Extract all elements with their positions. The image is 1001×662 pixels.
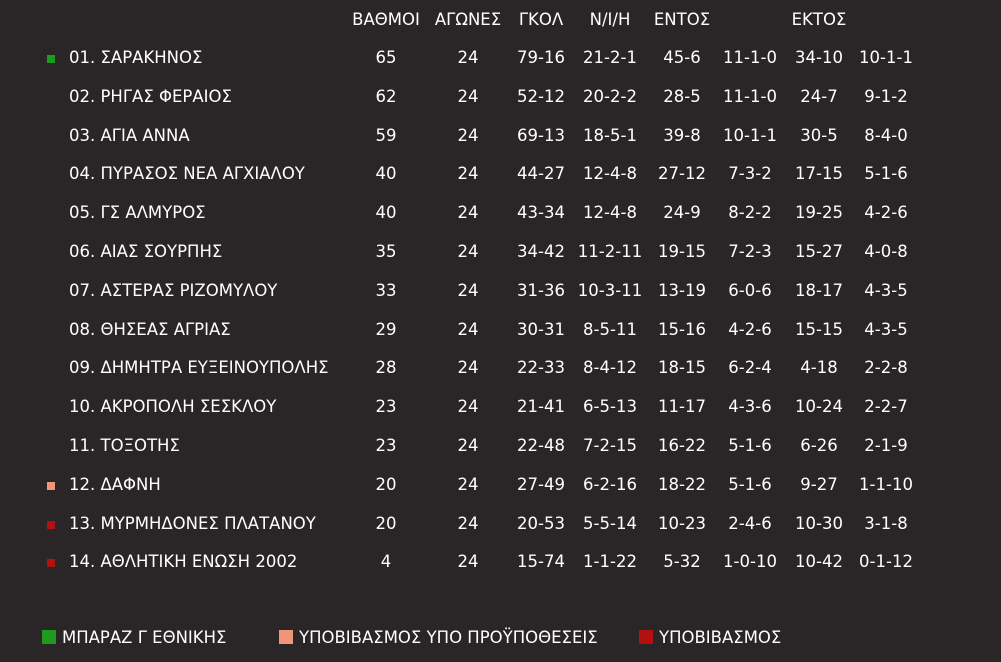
- cell-home-goals: 11-17: [658, 397, 706, 417]
- cell-away-goals: 10-24: [795, 397, 843, 417]
- cell-points: 20: [375, 474, 397, 494]
- cell-home-wdl: 2-4-6: [728, 513, 772, 533]
- cell-home-wdl: 6-0-6: [728, 280, 772, 300]
- cell-away-goals: 10-42: [795, 552, 843, 572]
- cell-home-wdl: 11-1-0: [723, 86, 777, 106]
- cell-wdl: 8-4-12: [583, 358, 637, 378]
- cell-away-wdl: 9-1-2: [864, 86, 908, 106]
- cell-goals: 15-74: [517, 552, 565, 572]
- team-name: 05. ΓΣ ΑΛΜΥΡΟΣ: [69, 203, 206, 223]
- cell-goals: 22-48: [517, 435, 565, 455]
- legend-label: ΥΠΟΒΙΒΑΣΜΟΣ ΥΠΟ ΠΡΟΫΠΟΘΕΣΕΙΣ: [299, 628, 598, 647]
- header-goals: ΓΚΟΛ: [518, 10, 564, 29]
- cell-games: 24: [457, 513, 479, 533]
- team-name: 03. ΑΓΙΑ ΑΝΝΑ: [69, 125, 190, 145]
- cell-wdl: 6-5-13: [583, 397, 637, 417]
- legend-swatch: [639, 630, 653, 644]
- legend-swatch: [279, 630, 293, 644]
- cell-home-goals: 27-12: [658, 164, 706, 184]
- table-row: [0, 312, 1001, 351]
- cell-wdl: 12-4-8: [583, 164, 637, 184]
- team-name: 04. ΠΥΡΑΣΟΣ ΝΕΑ ΑΓΧΙΑΛΟΥ: [69, 164, 305, 184]
- cell-games: 24: [457, 241, 479, 261]
- header-games: ΑΓΩΝΕΣ: [434, 10, 502, 29]
- cell-points: 20: [375, 513, 397, 533]
- cell-games: 24: [457, 280, 479, 300]
- cell-points: 28: [375, 358, 397, 378]
- legend-swatch: [42, 630, 56, 644]
- cell-home-goals: 24-9: [663, 203, 701, 223]
- cell-games: 24: [457, 48, 479, 67]
- cell-home-wdl: 7-3-2: [728, 164, 772, 184]
- cell-wdl: 7-2-15: [583, 435, 637, 455]
- cell-games: 24: [457, 164, 479, 184]
- status-marker: [47, 521, 55, 529]
- header-home: ΕΝΤΟΣ: [653, 10, 711, 29]
- table-row: [0, 273, 1001, 312]
- legend: [0, 628, 1001, 648]
- legend-item: [639, 628, 781, 647]
- cell-goals: 79-16: [517, 48, 565, 67]
- cell-goals: 43-34: [517, 203, 565, 223]
- cell-games: 24: [457, 435, 479, 455]
- legend-label: ΜΠΑΡΑΖ Γ ΕΘΝΙΚΗΣ: [62, 628, 227, 647]
- cell-goals: 44-27: [517, 164, 565, 184]
- cell-away-goals: 19-25: [795, 203, 843, 223]
- cell-goals: 30-31: [517, 319, 565, 339]
- team-name: 01. ΣΑΡΑΚΗΝΟΣ: [69, 48, 203, 67]
- cell-home-wdl: 4-2-6: [728, 319, 772, 339]
- cell-away-wdl: 3-1-8: [864, 513, 908, 533]
- cell-points: 40: [375, 164, 397, 184]
- cell-home-goals: 15-16: [658, 319, 706, 339]
- cell-goals: 31-36: [517, 280, 565, 300]
- cell-away-wdl: 2-2-8: [864, 358, 908, 378]
- cell-points: 4: [380, 552, 392, 572]
- cell-goals: 52-12: [517, 86, 565, 106]
- cell-games: 24: [457, 397, 479, 417]
- cell-goals: 27-49: [517, 474, 565, 494]
- cell-points: 40: [375, 203, 397, 223]
- team-name: 06. ΑΙΑΣ ΣΟΥΡΠΗΣ: [69, 241, 223, 261]
- cell-games: 24: [457, 319, 479, 339]
- cell-home-goals: 5-32: [663, 552, 701, 572]
- cell-wdl: 11-2-11: [577, 241, 643, 261]
- cell-home-wdl: 5-1-6: [728, 435, 772, 455]
- table-row: [0, 350, 1001, 389]
- legend-label: ΥΠΟΒΙΒΑΣΜΟΣ: [659, 628, 782, 647]
- cell-away-goals: 9-27: [800, 474, 838, 494]
- cell-home-goals: 19-15: [658, 241, 706, 261]
- table-row: [0, 428, 1001, 467]
- cell-home-goals: 39-8: [663, 125, 701, 145]
- cell-away-goals: 6-26: [800, 435, 838, 455]
- cell-goals: 69-13: [517, 125, 565, 145]
- cell-goals: 34-42: [517, 241, 565, 261]
- cell-wdl: 12-4-8: [583, 203, 637, 223]
- team-name: 14. ΑΘΛΗΤΙΚΗ ΕΝΩΣΗ 2002: [69, 552, 298, 572]
- cell-games: 24: [457, 125, 479, 145]
- cell-away-goals: 10-30: [795, 513, 843, 533]
- cell-points: 23: [375, 435, 397, 455]
- cell-away-wdl: 2-2-7: [864, 397, 908, 417]
- cell-wdl: 5-5-14: [583, 513, 637, 533]
- cell-away-wdl: 2-1-9: [864, 435, 908, 455]
- legend-item: [42, 628, 226, 647]
- cell-home-wdl: 4-3-6: [728, 397, 772, 417]
- header-away: ΕΚΤΟΣ: [791, 10, 847, 29]
- table-row: [0, 506, 1001, 545]
- cell-away-wdl: 4-3-5: [864, 280, 908, 300]
- cell-away-goals: 15-15: [795, 319, 843, 339]
- cell-wdl: 8-5-11: [583, 319, 637, 339]
- cell-games: 24: [457, 86, 479, 106]
- table-row: [0, 40, 1001, 79]
- cell-home-wdl: 5-1-6: [728, 474, 772, 494]
- team-name: 13. ΜΥΡΜΗΔΟΝΕΣ ΠΛΑΤΑΝΟΥ: [69, 513, 316, 533]
- table-row: [0, 195, 1001, 234]
- cell-home-goals: 13-19: [658, 280, 706, 300]
- cell-points: 23: [375, 397, 397, 417]
- table-row: [0, 118, 1001, 157]
- cell-away-wdl: 4-2-6: [864, 203, 908, 223]
- cell-home-goals: 45-6: [663, 48, 701, 67]
- cell-home-wdl: 1-0-10: [723, 552, 777, 572]
- team-name: 10. ΑΚΡΟΠΟΛΗ ΣΕΣΚΛΟΥ: [69, 397, 277, 417]
- cell-away-wdl: 4-0-8: [864, 241, 908, 261]
- table-row: [0, 234, 1001, 273]
- team-name: 09. ΔΗΜΗΤΡΑ ΕΥΞΕΙΝΟΥΠΟΛΗΣ: [69, 358, 329, 378]
- cell-home-wdl: 6-2-4: [728, 358, 772, 378]
- cell-home-goals: 18-15: [658, 358, 706, 378]
- cell-wdl: 6-2-16: [583, 474, 637, 494]
- cell-home-goals: 10-23: [658, 513, 706, 533]
- cell-wdl: 1-1-22: [583, 552, 637, 572]
- team-name: 02. ΡΗΓΑΣ ΦΕΡΑΙΟΣ: [69, 86, 232, 106]
- team-name: 07. ΑΣΤΕΡΑΣ ΡΙΖΟΜΥΛΟΥ: [69, 280, 278, 300]
- table-row: [0, 544, 1001, 583]
- legend-item: [279, 628, 598, 647]
- cell-games: 24: [457, 203, 479, 223]
- cell-home-wdl: 7-2-3: [728, 241, 772, 261]
- table-row: [0, 156, 1001, 195]
- cell-home-wdl: 10-1-1: [723, 125, 777, 145]
- cell-away-wdl: 8-4-0: [864, 125, 908, 145]
- cell-points: 62: [375, 86, 397, 106]
- team-name: 08. ΘΗΣΕΑΣ ΑΓΡΙΑΣ: [69, 319, 231, 339]
- cell-away-goals: 17-15: [795, 164, 843, 184]
- cell-home-wdl: 8-2-2: [728, 203, 772, 223]
- cell-goals: 21-41: [517, 397, 565, 417]
- cell-away-goals: 30-5: [800, 125, 838, 145]
- cell-points: 29: [375, 319, 397, 339]
- cell-away-goals: 4-18: [800, 358, 838, 378]
- cell-home-goals: 18-22: [658, 474, 706, 494]
- cell-home-goals: 28-5: [663, 86, 701, 106]
- cell-away-wdl: 5-1-6: [864, 164, 908, 184]
- cell-games: 24: [457, 474, 479, 494]
- cell-home-goals: 16-22: [658, 435, 706, 455]
- table-row: [0, 467, 1001, 506]
- cell-wdl: 20-2-2: [583, 86, 637, 106]
- status-marker: [47, 482, 55, 490]
- status-marker: [47, 559, 55, 567]
- cell-home-wdl: 11-1-0: [723, 48, 777, 67]
- cell-games: 24: [457, 552, 479, 572]
- cell-goals: 22-33: [517, 358, 565, 378]
- cell-away-wdl: 1-1-10: [859, 474, 913, 494]
- header-points: ΒΑΘΜΟΙ: [352, 10, 420, 29]
- team-name: 11. ΤΟΞΟΤΗΣ: [69, 435, 180, 455]
- cell-away-wdl: 0-1-12: [859, 552, 913, 572]
- cell-points: 65: [375, 48, 397, 67]
- cell-points: 59: [375, 125, 397, 145]
- team-name: 12. ΔΑΦΝΗ: [69, 474, 161, 494]
- cell-goals: 20-53: [517, 513, 565, 533]
- cell-points: 35: [375, 241, 397, 261]
- cell-away-goals: 18-17: [795, 280, 843, 300]
- cell-away-goals: 24-7: [800, 86, 838, 106]
- header-wdl: Ν/Ι/Η: [589, 10, 631, 29]
- cell-wdl: 18-5-1: [583, 125, 637, 145]
- cell-wdl: 10-3-11: [577, 280, 643, 300]
- table-row: [0, 79, 1001, 118]
- cell-points: 33: [375, 280, 397, 300]
- cell-games: 24: [457, 358, 479, 378]
- cell-away-wdl: 10-1-1: [859, 48, 913, 67]
- table-row: [0, 389, 1001, 428]
- cell-away-goals: 34-10: [795, 48, 843, 67]
- cell-wdl: 21-2-1: [583, 48, 637, 67]
- status-marker: [47, 55, 55, 63]
- standings-table: [0, 40, 1001, 583]
- cell-away-wdl: 4-3-5: [864, 319, 908, 339]
- cell-away-goals: 15-27: [795, 241, 843, 261]
- table-header: [0, 10, 1001, 30]
